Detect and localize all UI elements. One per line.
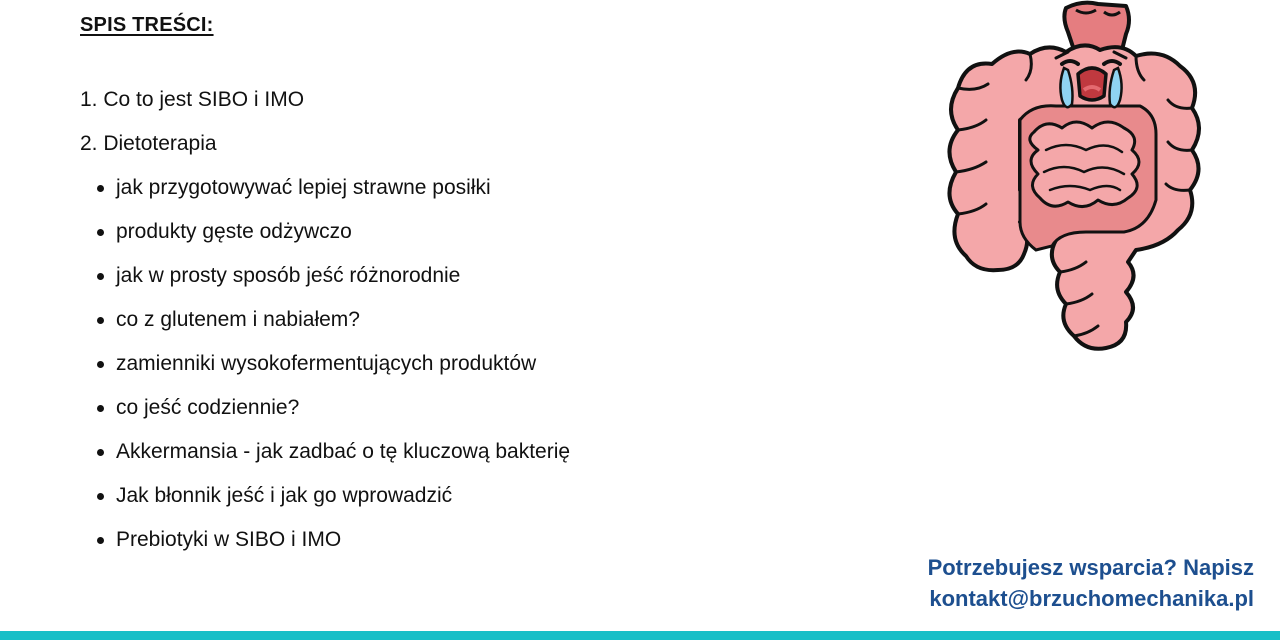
toc-subitem-label: Prebiotyki w SIBO i IMO: [116, 528, 342, 551]
toc-list: [80, 85, 570, 569]
contact-email-link[interactable]: kontakt@brzuchomechanika.pl: [929, 586, 1254, 611]
bullet-icon: [97, 493, 104, 500]
toc-subitem-label: zamienniki wysokofermentujących produktów: [116, 352, 537, 375]
toc-subitem: [80, 525, 570, 569]
toc-item: [80, 129, 570, 173]
toc-subitem-label: co z glutenem i nabiałem?: [116, 308, 360, 331]
toc-subitem-label: Jak błonnik jeść i jak go wprowadzić: [116, 484, 453, 507]
toc-subitem-label: produkty gęste odżywczo: [116, 220, 352, 243]
toc-item-label: 1. Co to jest SIBO i IMO: [80, 88, 305, 111]
crying-intestine-icon: [936, 0, 1228, 356]
toc-item: [80, 85, 570, 129]
bottom-accent-bar: [0, 631, 1280, 640]
bullet-icon: [97, 273, 104, 280]
bullet-icon: [97, 317, 104, 324]
contact-prompt: Potrzebujesz wsparcia? Napisz: [927, 555, 1254, 580]
bullet-icon: [97, 537, 104, 544]
bullet-icon: [97, 405, 104, 412]
toc-subitem: [80, 437, 570, 481]
toc-subitem: [80, 261, 570, 305]
toc-subitem: [80, 305, 570, 349]
toc-subitem-label: co jeść codziennie?: [116, 396, 300, 419]
toc-subitem: [80, 481, 570, 525]
toc-subitem: [80, 349, 570, 393]
bullet-icon: [97, 185, 104, 192]
toc-item-label: 2. Dietoterapia: [80, 132, 217, 155]
toc-subitem-label: Akkermansia - jak zadbać o tę kluczową bakterię: [116, 440, 571, 463]
toc-subitem: [80, 217, 570, 261]
toc-subitem-label: jak przygotowywać lepiej strawne posiłki: [116, 176, 491, 199]
toc-subitem: [80, 173, 570, 217]
toc-heading: SPIS TREŚCI:: [80, 14, 214, 36]
bullet-icon: [97, 449, 104, 456]
toc-subitem-label: jak w prosty sposób jeść różnorodnie: [116, 264, 461, 287]
bullet-icon: [97, 361, 104, 368]
toc-subitem: [80, 393, 570, 437]
bullet-icon: [97, 229, 104, 236]
contact-block: [928, 552, 1254, 614]
